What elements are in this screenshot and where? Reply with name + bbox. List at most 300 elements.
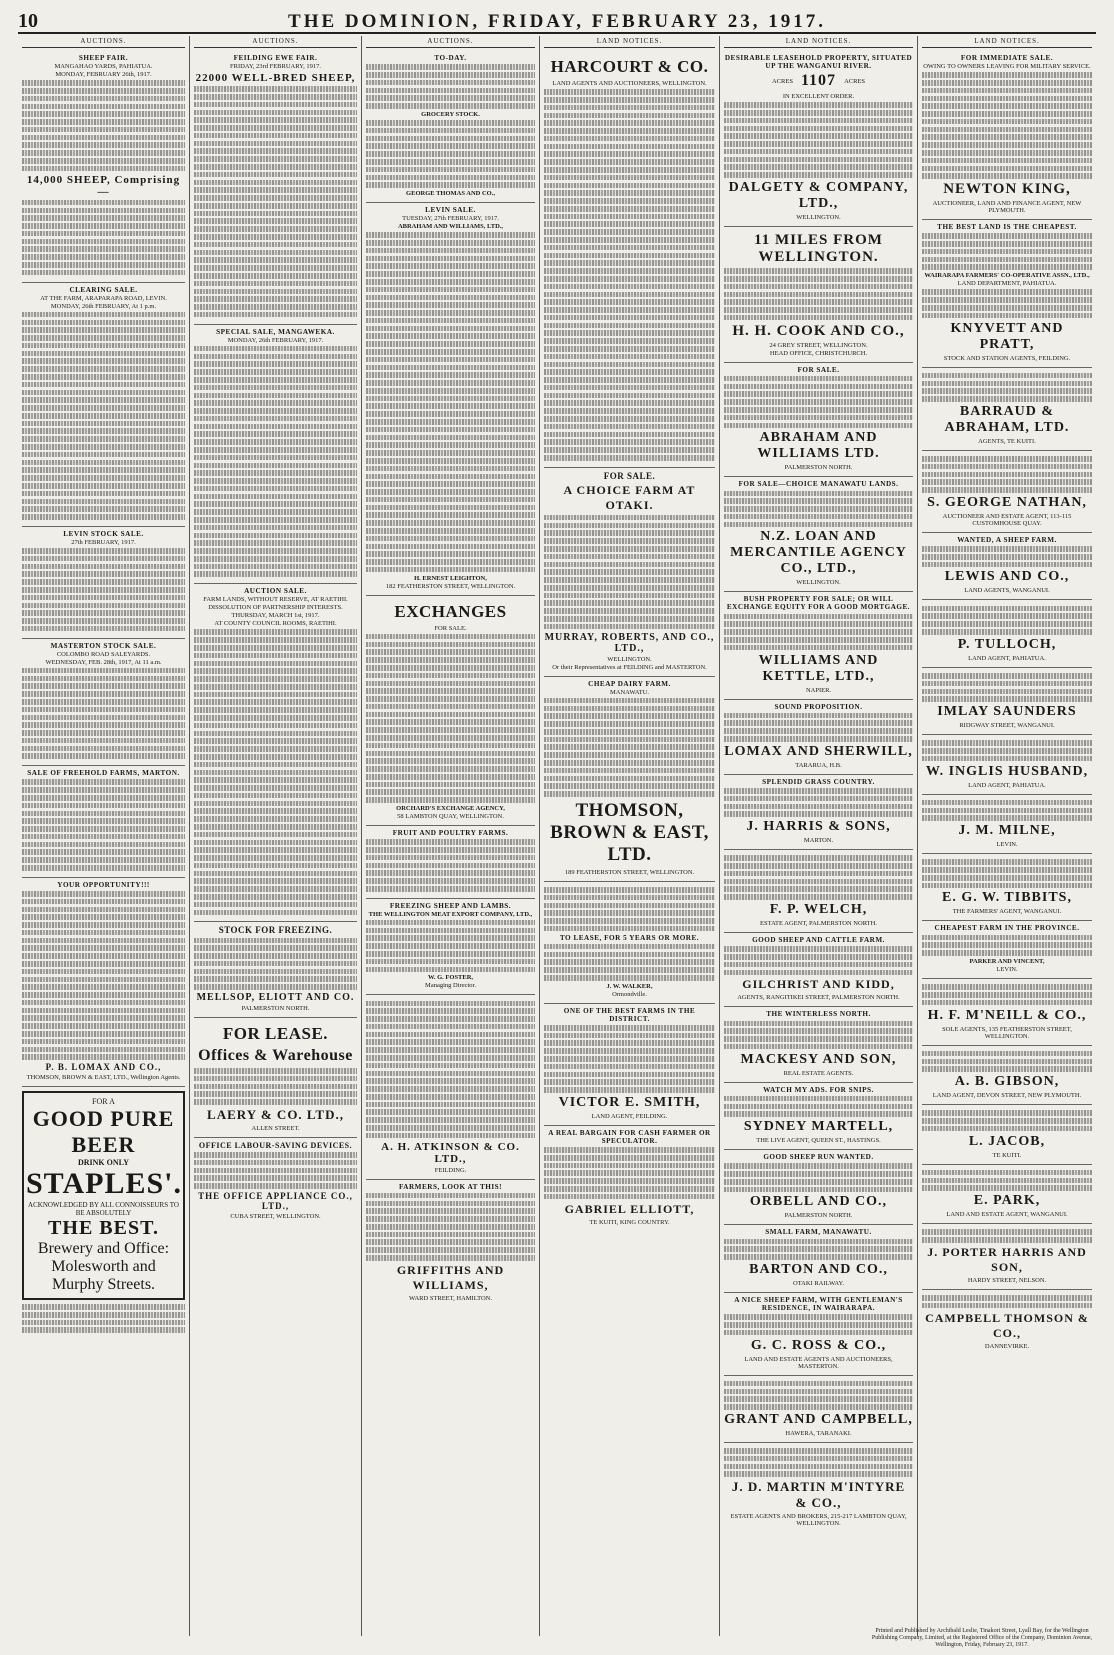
text-line xyxy=(724,1096,913,1102)
text-line xyxy=(724,1187,913,1193)
atkinson-ad xyxy=(366,995,535,1179)
text-line xyxy=(194,195,357,201)
text-line xyxy=(724,637,913,643)
ad-headline: 14,000 SHEEP, Comprising— xyxy=(26,173,181,198)
text-line xyxy=(366,1094,535,1100)
text-line xyxy=(366,128,535,134)
text-line xyxy=(366,1086,535,1092)
text-line xyxy=(366,419,535,425)
sheep-run-wanted-ad xyxy=(724,1150,913,1225)
text-line xyxy=(22,556,185,562)
beer-top: FOR A xyxy=(92,1097,115,1107)
advertiser-address: 58 LAMBTON QUAY, WELLINGTON. xyxy=(397,813,504,821)
text-line xyxy=(194,400,357,406)
advertiser-name: S. GEORGE NATHAN, xyxy=(927,494,1087,510)
text-line xyxy=(22,506,185,512)
text-line xyxy=(724,399,913,405)
mneill-ad xyxy=(922,979,1092,1046)
text-line xyxy=(724,728,913,734)
text-line xyxy=(366,1125,535,1131)
text-line xyxy=(366,878,535,884)
text-line xyxy=(922,297,1092,303)
text-line xyxy=(194,1160,357,1166)
text-line xyxy=(366,673,535,679)
text-line xyxy=(922,96,1092,102)
martin-mintyre-ad xyxy=(724,1443,913,1532)
advertiser-name: ABRAHAM AND WILLIAMS, LTD., xyxy=(397,223,504,231)
text-line xyxy=(22,436,185,442)
text-line xyxy=(22,891,185,897)
ad-title: TO-DAY. xyxy=(434,54,467,62)
text-line xyxy=(366,159,535,165)
text-line xyxy=(366,536,535,542)
text-line xyxy=(194,463,357,469)
ad-sub: IN EXCELLENT ORDER. xyxy=(782,93,855,100)
ad-title: MASTERTON STOCK SALE. xyxy=(50,641,157,650)
text-line xyxy=(366,248,535,254)
ad-title: SOUND PROPOSITION. xyxy=(774,702,863,711)
advertiser-name: J. W. WALKER, xyxy=(606,982,653,990)
text-line xyxy=(922,119,1092,125)
ad-title: DESIRABLE LEASEHOLD PROPERTY, SITUATED UP THE WANGANUI RIVER. xyxy=(724,54,913,70)
advertiser-place: TE KUITI. xyxy=(992,1151,1022,1159)
beer-ack: ACKNOWLEDGED BY ALL CONNOISSEURS TO BE ABSOLUTELY xyxy=(28,1201,179,1218)
text-line xyxy=(366,959,535,965)
text-line xyxy=(366,870,535,876)
text-line xyxy=(366,1071,535,1077)
text-line xyxy=(544,190,715,196)
text-line xyxy=(22,452,185,458)
text-line xyxy=(22,899,185,905)
text-line xyxy=(922,562,1092,568)
text-line xyxy=(366,1016,535,1022)
beer-best: THE BEST. xyxy=(48,1217,159,1240)
text-line xyxy=(22,834,185,840)
text-line xyxy=(922,613,1092,619)
text-line xyxy=(724,415,913,421)
ad-title: FEILDING EWE FAIR. xyxy=(233,54,318,62)
advertiser-place: WELLINGTON. xyxy=(796,579,841,587)
text-line xyxy=(922,1118,1092,1124)
for-lease-ad xyxy=(194,1018,357,1138)
advertiser-sub: AGENTS, RANGITIKEI STREET, PALMERSTON NORTH. xyxy=(737,994,900,1002)
text-line xyxy=(22,603,185,609)
text-line xyxy=(22,779,185,785)
ad-date: FRIDAY, 23rd FEBRUARY, 1917. xyxy=(230,63,321,70)
text-line xyxy=(194,723,357,729)
advertiser-name: J. PORTER HARRIS AND SON, xyxy=(927,1244,1087,1274)
text-line xyxy=(724,1246,913,1252)
text-line xyxy=(724,804,913,810)
text-line xyxy=(366,688,535,694)
ad-title: LEVIN STOCK SALE. xyxy=(63,529,144,538)
text-line xyxy=(194,938,357,944)
text-line xyxy=(22,961,185,967)
ad-headline: A CHOICE FARM AT OTAKI. xyxy=(563,482,696,512)
page-number: 10 xyxy=(18,10,38,32)
text-line xyxy=(194,1175,357,1181)
farmers-look-ad xyxy=(366,1180,535,1307)
ad-title: FOR SALE. xyxy=(603,470,656,481)
text-line xyxy=(22,231,185,237)
winterless-north-ad xyxy=(724,1007,913,1082)
text-line xyxy=(366,497,535,503)
text-line xyxy=(194,746,357,752)
text-line xyxy=(544,284,715,290)
advertiser-sub: REAL ESTATE AGENTS. xyxy=(783,1069,854,1077)
text-line xyxy=(366,435,535,441)
text-line xyxy=(194,250,357,256)
freezing-sheep-ad xyxy=(366,899,535,996)
text-line xyxy=(22,857,185,863)
text-line xyxy=(366,175,535,181)
advertiser-name: SYDNEY MARTELL, xyxy=(743,1119,894,1135)
text-line xyxy=(366,120,535,126)
text-line xyxy=(194,447,357,453)
advertiser-sub: THE FARMERS' AGENT, WANGANUI. xyxy=(952,908,1062,916)
text-line xyxy=(194,945,357,951)
text-line xyxy=(544,276,715,282)
text-line xyxy=(22,262,185,268)
text-line xyxy=(194,296,357,302)
snips-ad xyxy=(724,1083,913,1151)
text-line xyxy=(922,673,1092,679)
text-line xyxy=(724,886,913,892)
text-line xyxy=(922,373,1092,379)
text-line xyxy=(724,1396,913,1402)
text-line xyxy=(194,377,357,383)
text-line xyxy=(22,587,185,593)
text-line xyxy=(22,312,185,318)
grocery-sale-ad xyxy=(366,51,535,203)
text-line xyxy=(22,930,185,936)
text-line xyxy=(194,346,357,352)
text-line xyxy=(922,111,1092,117)
advertiser-place: NAPIER. xyxy=(805,686,832,694)
ad-headline: 22000 WELL-BRED SHEEP, xyxy=(195,72,356,84)
text-line xyxy=(922,134,1092,140)
text-line xyxy=(366,1008,535,1014)
text-line xyxy=(544,515,715,521)
text-line xyxy=(194,847,357,853)
advertiser-name: P. B. LOMAX AND CO., xyxy=(45,1062,162,1073)
text-line xyxy=(194,486,357,492)
text-line xyxy=(922,689,1092,695)
text-line xyxy=(22,803,185,809)
ad-date: THURSDAY, MARCH 1st, 1917. xyxy=(231,612,320,620)
advertiser-agents: THOMSON, BROWN & EAST, LTD., Wellington Agents. xyxy=(26,1074,181,1082)
text-line xyxy=(544,113,715,119)
text-line xyxy=(194,564,357,570)
text-line xyxy=(22,914,185,920)
text-line xyxy=(194,863,357,869)
text-line xyxy=(366,396,535,402)
text-line xyxy=(22,849,185,855)
cheapest-land-ad xyxy=(922,220,1092,367)
ad-title: BUSH PROPERTY FOR SALE; OR WILL EXCHANGE EQUITY FOR A GOOD MORTGAGE. xyxy=(726,595,911,612)
text-line xyxy=(194,886,357,892)
text-line xyxy=(724,796,913,802)
mangaweka-sale-ad xyxy=(194,325,357,585)
text-line xyxy=(22,699,185,705)
text-line xyxy=(366,450,535,456)
text-line xyxy=(922,80,1092,86)
text-line xyxy=(366,442,535,448)
text-line xyxy=(724,522,913,528)
text-line xyxy=(544,447,715,453)
text-line xyxy=(22,343,185,349)
text-line xyxy=(22,335,185,341)
ad-title: AUCTION SALE. xyxy=(244,587,307,596)
exchanges-ad xyxy=(366,596,535,826)
ad-title: FOR SALE—CHOICE MANAWATU LANDS. xyxy=(738,480,899,489)
text-line xyxy=(922,756,1092,762)
text-line xyxy=(22,475,185,481)
text-line xyxy=(724,423,913,429)
office-devices-ad xyxy=(194,1138,357,1225)
text-line xyxy=(194,257,357,263)
cheap-dairy-ad xyxy=(544,677,715,882)
text-line xyxy=(724,1171,913,1177)
text-line xyxy=(194,699,357,705)
text-line xyxy=(544,346,715,352)
text-line xyxy=(194,172,357,178)
text-line xyxy=(366,466,535,472)
text-line xyxy=(544,562,715,568)
advertiser-sub: STOCK AND STATION AGENTS, FEILDING. xyxy=(943,354,1071,362)
text-line xyxy=(366,372,535,378)
ad-title: WANTED, A SHEEP FARM. xyxy=(957,535,1057,544)
text-line xyxy=(922,875,1092,881)
text-line xyxy=(366,263,535,269)
text-line xyxy=(22,397,185,403)
ad-title: FREEZING SHEEP AND LAMBS. xyxy=(389,901,512,910)
text-line xyxy=(544,221,715,227)
signatory: W. G. FOSTER, xyxy=(427,974,474,982)
text-line xyxy=(366,295,535,301)
text-line xyxy=(194,556,357,562)
text-line xyxy=(22,571,185,577)
advertiser-address: ALLEN STREET. xyxy=(251,1124,300,1132)
text-line xyxy=(724,391,913,397)
column-header: LAND NOTICES. xyxy=(724,36,913,48)
grass-country-ad xyxy=(724,775,913,850)
advertiser-name: W. INGLIS HUSBAND, xyxy=(925,763,1089,779)
clearing-sale-ad xyxy=(22,283,185,527)
text-line xyxy=(544,385,715,391)
sheep-farm-wanted-ad xyxy=(922,533,1092,601)
text-line xyxy=(194,385,357,391)
advertiser-name: G. C. ROSS & CO., xyxy=(750,1337,887,1353)
bush-property-ad xyxy=(724,592,913,699)
text-line xyxy=(922,158,1092,164)
text-line xyxy=(194,1152,357,1158)
text-line xyxy=(544,698,715,704)
column-1 xyxy=(18,36,190,1636)
text-line xyxy=(366,143,535,149)
signatory-title: Managing Director. xyxy=(425,982,476,990)
text-line xyxy=(366,1047,535,1053)
text-line xyxy=(22,320,185,326)
text-line xyxy=(922,748,1092,754)
text-line xyxy=(544,253,715,259)
advertiser-sub: AGENTS, TE KUITI. xyxy=(978,437,1036,445)
text-line xyxy=(194,1168,357,1174)
text-line xyxy=(22,351,185,357)
text-line xyxy=(194,770,357,776)
text-line xyxy=(366,481,535,487)
text-line xyxy=(366,1001,535,1007)
text-line xyxy=(922,935,1092,941)
text-line xyxy=(366,240,535,246)
text-line xyxy=(194,133,357,139)
text-line xyxy=(22,992,185,998)
text-line xyxy=(544,1087,715,1093)
text-line xyxy=(22,1031,185,1037)
text-line xyxy=(724,645,913,651)
text-line xyxy=(544,713,715,719)
text-line xyxy=(22,668,185,674)
text-line xyxy=(22,865,185,871)
text-line xyxy=(22,787,185,793)
beer-address: Brewery and Office: Molesworth and Murphy Streets. xyxy=(37,1240,170,1294)
best-farm-ad xyxy=(544,1004,715,1126)
text-line xyxy=(194,393,357,399)
text-line xyxy=(922,1178,1092,1184)
sheep-cattle-farm-ad xyxy=(724,933,913,1007)
text-line xyxy=(194,525,357,531)
text-line xyxy=(724,962,913,968)
text-line xyxy=(724,811,913,817)
text-line xyxy=(544,944,715,950)
text-line xyxy=(22,1327,185,1333)
text-line xyxy=(366,839,535,845)
advertiser-name: A. H. ATKINSON & CO. LTD., xyxy=(381,1140,520,1165)
advertiser-place: HAWERA, TARANAKI. xyxy=(785,1429,852,1437)
ad-place: MANAWATU. xyxy=(609,688,650,696)
text-line xyxy=(22,158,185,164)
advertiser-name: J. D. MARTIN M'INTYRE & CO., xyxy=(731,1479,906,1511)
ad-date: MONDAY, FEBRUARY 26th, 1917. xyxy=(55,71,152,78)
text-line xyxy=(194,668,357,674)
text-line xyxy=(724,407,913,413)
text-line xyxy=(922,992,1092,998)
text-line xyxy=(922,127,1092,133)
text-line xyxy=(724,307,913,313)
text-line xyxy=(544,959,715,965)
text-line xyxy=(366,855,535,861)
text-line xyxy=(544,120,715,126)
text-line xyxy=(724,141,913,147)
text-line xyxy=(922,72,1092,78)
text-line xyxy=(922,289,1092,295)
text-line xyxy=(366,774,535,780)
newspaper-title: THE DOMINION, FRIDAY, FEBRUARY 23, 1917. xyxy=(288,11,826,32)
text-line xyxy=(194,832,357,838)
text-line xyxy=(366,333,535,339)
text-line xyxy=(922,681,1092,687)
text-line xyxy=(194,533,357,539)
text-line xyxy=(22,1047,185,1053)
text-line xyxy=(22,327,185,333)
text-line xyxy=(366,287,535,293)
text-line xyxy=(194,478,357,484)
text-line xyxy=(544,903,715,909)
text-line xyxy=(922,1185,1092,1191)
text-line xyxy=(366,489,535,495)
text-line xyxy=(544,307,715,313)
text-line xyxy=(544,1163,715,1169)
text-line xyxy=(544,1170,715,1176)
text-line xyxy=(22,1015,185,1021)
text-line xyxy=(194,102,357,108)
column-header: LAND NOTICES. xyxy=(922,36,1092,48)
text-line xyxy=(922,867,1092,873)
text-line xyxy=(22,246,185,252)
text-line xyxy=(366,505,535,511)
ad-place: AT COUNTY COUNCIL ROOMS, RAETIHI. xyxy=(214,620,337,628)
columns xyxy=(18,36,1096,1636)
text-line xyxy=(194,1091,357,1097)
advertiser-address: 24 GREY STREET, WELLINGTON. xyxy=(769,341,868,349)
text-line xyxy=(366,967,535,973)
text-line xyxy=(22,730,185,736)
text-line xyxy=(22,444,185,450)
text-line xyxy=(194,894,357,900)
text-line xyxy=(922,388,1092,394)
text-line xyxy=(366,719,535,725)
text-line xyxy=(544,1072,715,1078)
text-line xyxy=(366,559,535,565)
text-line xyxy=(22,88,185,94)
text-line xyxy=(22,722,185,728)
text-line xyxy=(22,127,185,133)
freehold-farms-ad xyxy=(22,766,185,878)
text-line xyxy=(22,738,185,744)
beer-ad xyxy=(22,1091,185,1300)
advertiser-sub: LAND AGENTS, WANGANUI. xyxy=(964,587,1050,595)
text-line xyxy=(22,984,185,990)
text-line xyxy=(194,637,357,643)
advertiser-sub: LAND AGENT, FEILDING. xyxy=(591,1112,668,1120)
text-line xyxy=(366,1224,535,1230)
text-line xyxy=(544,776,715,782)
text-line xyxy=(194,878,357,884)
text-line xyxy=(22,1023,185,1029)
text-line xyxy=(194,289,357,295)
text-line xyxy=(194,1076,357,1082)
text-line xyxy=(544,768,715,774)
text-line xyxy=(544,975,715,981)
ad-title: LEVIN SALE. xyxy=(425,206,476,215)
advertiser-name: GRIFFITHS AND WILLIAMS, xyxy=(396,1262,505,1292)
advertiser-place: PALMERSTON NORTH. xyxy=(784,464,853,472)
text-line xyxy=(724,621,913,627)
text-line xyxy=(194,211,357,217)
advertiser-sub: LAND AND ESTATE AGENT, WANGANUI. xyxy=(946,1211,1068,1219)
advertiser-name: CAMPBELL THOMSON & CO., xyxy=(925,1310,1089,1340)
to-lease-ad xyxy=(544,882,715,1004)
text-line xyxy=(724,110,913,116)
text-line xyxy=(724,1448,913,1454)
ad-title: THE WINTERLESS NORTH. xyxy=(766,1010,871,1019)
ad-title: SALE OF FREEHOLD FARMS, MARTON. xyxy=(27,769,180,778)
text-line xyxy=(724,1464,913,1470)
text-line xyxy=(194,762,357,768)
text-line xyxy=(544,538,715,544)
text-line xyxy=(194,684,357,690)
advertiser-name: H. F. M'NEILL & CO., xyxy=(927,1007,1087,1023)
